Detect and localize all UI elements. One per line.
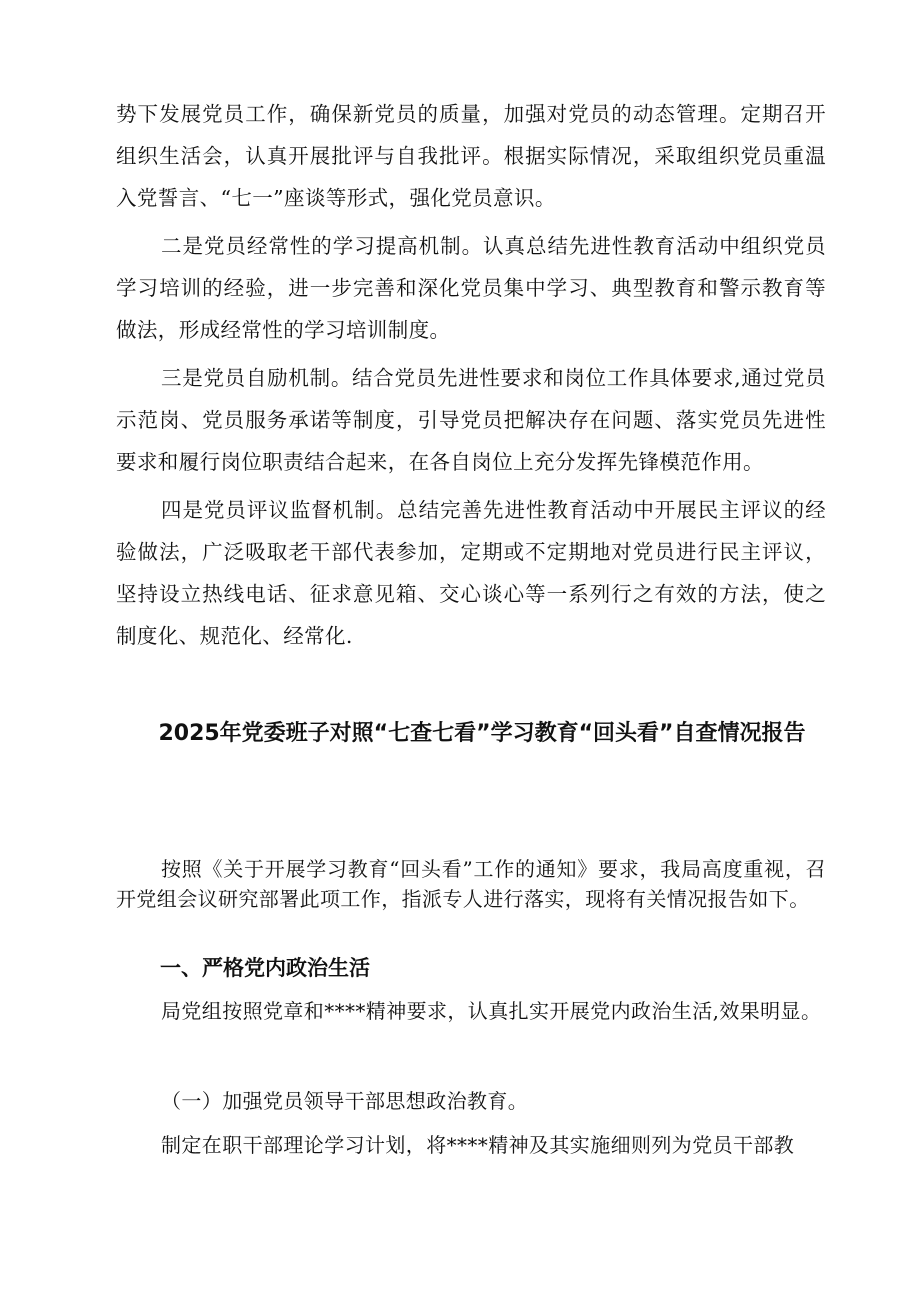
body-paragraph: 局党组按照党章和****精神要求，认真扎实开展党内政治生活,效果明显。 — [161, 999, 822, 1023]
body-paragraph: 制定在职干部理论学习计划，将****精神及其实施细则列为党员干部教 — [161, 1133, 795, 1157]
body-paragraph: 四是党员评议监督机制。总结完善先进性教育活动中开展民主评议的经验做法，广泛吸取老干部代表参加，定期或不定期地对党员进行民主评议，坚持设立热线电话、征求意见箱、交心谈心等一系列行之有效的方法，使之制度化、规范化、经常化. — [116, 498, 826, 648]
section-heading: 一、严格党内政治生活 — [160, 956, 370, 980]
report-title: 2025年党委班子对照“七查七看”学习教育“回头看”自查情况报告 — [158, 721, 806, 746]
body-paragraph: 三是党员自励机制。结合党员先进性要求和岗位工作具体要求,通过党员示范岗、党员服务承诺等制度，引导党员把解决存在问题、落实党员先进性要求和履行岗位职责结合起来，在各自岗位上充分发挥先锋模范作用。 — [116, 366, 826, 474]
body-paragraph: 二是党员经常性的学习提高机制。认真总结先进性教育活动中组织党员学习培训的经验，进一步完善和深化党员集中学习、典型教育和警示教育等做法，形成经常性的学习培训制度。 — [116, 234, 826, 342]
report-intro-paragraph: 按照《关于开展学习教育“回头看”工作的通知》要求，我局高度重视，召开党组会议研究部署此项工作，指派专人进行落实，现将有关情况报告如下。 — [116, 857, 826, 911]
body-paragraph: 势下发展党员工作，确保新党员的质量，加强对党员的动态管理。定期召开组织生活会，认真开展批评与自我批评。根据实际情况，采取组织党员重温入党誓言、“七一”座谈等形式，强化党员意识。 — [116, 102, 826, 210]
subsection-heading: （一）加强党员领导干部思想政治教育。 — [161, 1089, 529, 1113]
